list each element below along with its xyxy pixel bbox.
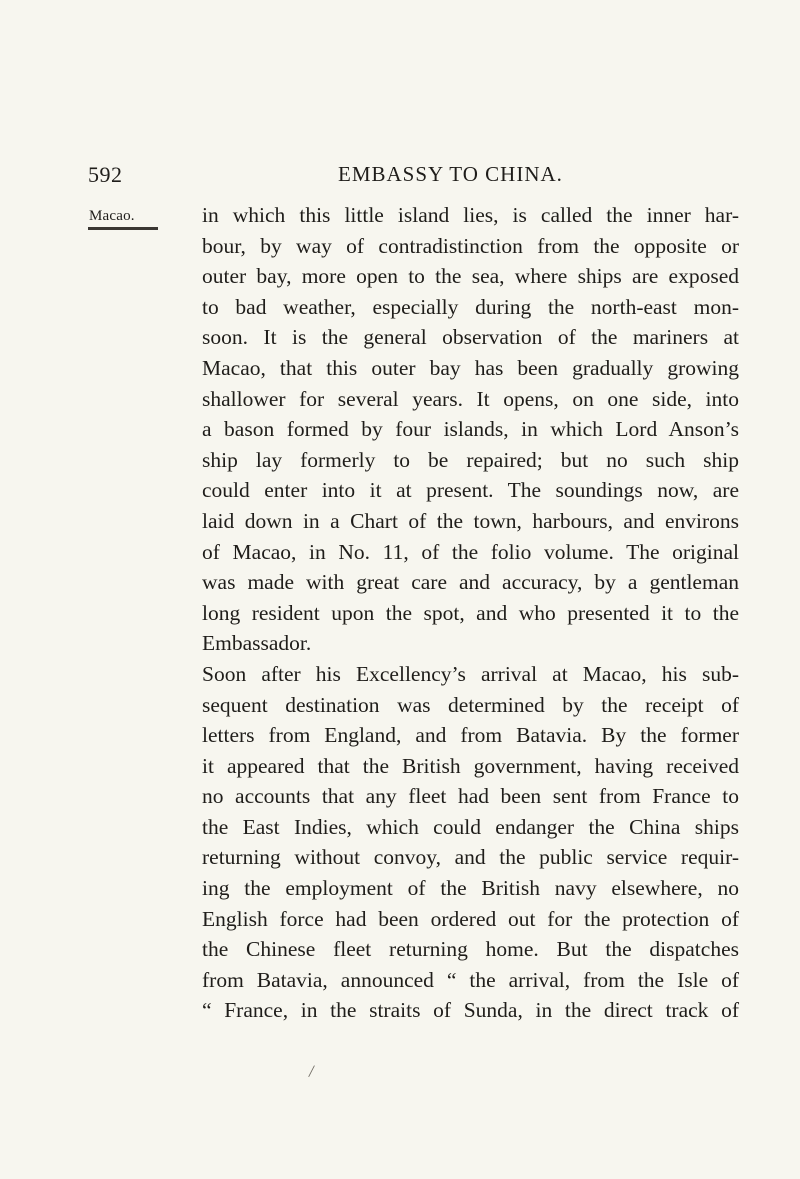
- text-line: in which this little island lies, is called the inner har-: [202, 203, 739, 227]
- text-line: no accounts that any fleet had been sent from France to: [202, 784, 739, 809]
- marginal-rule: [88, 227, 158, 230]
- text-line: letters from England, and from Batavia. By the former: [202, 723, 739, 748]
- text-line: laid down in a Chart of the town, harbours, and environs: [202, 508, 739, 533]
- text-line: bour, by way of contradistinction from the opposite or: [202, 233, 739, 258]
- text-line: sequent destination was determined by the receipt of: [202, 692, 739, 717]
- text-line: was made with great care and accuracy, by a gentleman: [202, 570, 739, 595]
- text-line: ing the employment of the British navy elsewhere, no: [202, 876, 739, 901]
- page-number: 592: [88, 162, 123, 187]
- body-text: [202, 200, 739, 1026]
- text-line: Embassador.: [202, 631, 312, 656]
- text-line: of Macao, in No. 11, of the folio volume. The original: [202, 539, 739, 564]
- text-line: it appeared that the British government, having received: [202, 753, 739, 778]
- text-line: outer bay, more open to the sea, where ships are exposed: [202, 264, 739, 289]
- text-line: Soon after his Excellency’s arrival at Macao, his sub-: [202, 661, 739, 686]
- text-line: the Chinese fleet returning home. But the dispatches: [202, 937, 739, 962]
- text-line: Macao, that this outer bay has been gradually growing: [202, 355, 739, 380]
- running-head: [0, 162, 800, 192]
- text-line: long resident upon the spot, and who presented it to the: [202, 600, 739, 625]
- text-line: the East Indies, which could endanger the China ships: [202, 814, 739, 839]
- text-line: from Batavia, announced “ the arrival, from the Isle of: [202, 967, 739, 992]
- running-title: EMBASSY TO CHINA.: [338, 162, 563, 186]
- text-line: ship lay formerly to be repaired; but no such ship: [202, 447, 739, 472]
- marginal-note: Macao.: [89, 208, 135, 224]
- text-line: a bason formed by four islands, in which Lord Anson’s: [202, 417, 739, 442]
- stray-pencil-mark: /: [307, 1060, 316, 1082]
- text-line: soon. It is the general observation of the mariners at: [202, 325, 739, 350]
- text-line: returning without convoy, and the public service requir-: [202, 845, 739, 870]
- text-line: shallower for several years. It opens, on one side, into: [202, 386, 739, 411]
- text-line: “ France, in the straits of Sunda, in the direct track of: [202, 998, 739, 1023]
- text-line: to bad weather, especially during the north-east mon-: [202, 294, 739, 319]
- text-line: could enter into it at present. The soundings now, are: [202, 478, 739, 503]
- text-line: English force had been ordered out for the protection of: [202, 906, 739, 931]
